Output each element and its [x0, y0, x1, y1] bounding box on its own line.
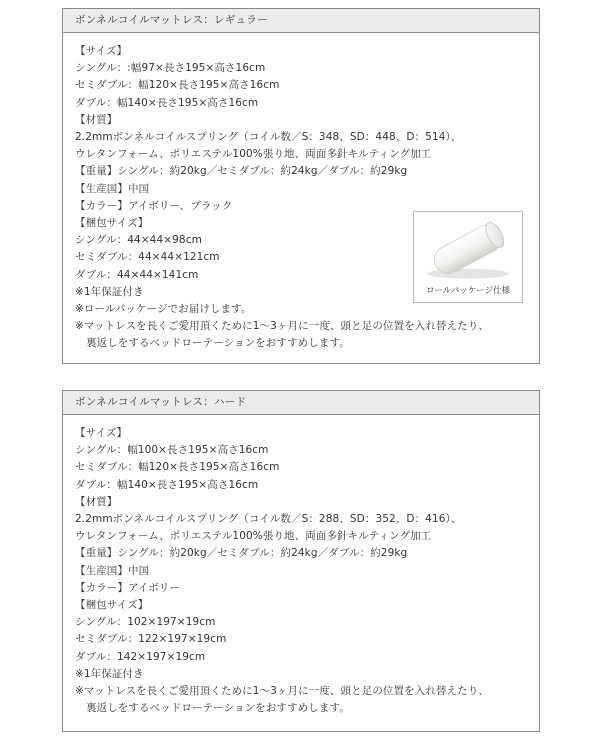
- spec-list: [63, 415, 539, 717]
- spec-line: 【サイズ】: [75, 427, 128, 439]
- spec-line: ※1年保証付き: [75, 285, 144, 298]
- spec-line: ダブル：142×197×19cm: [75, 650, 206, 663]
- spec-line: 【重量】シングル：約20kg／セミダブル：約24kg／ダブル：約29kg: [75, 165, 408, 178]
- spec-line: ダブル：幅140×長さ195×高さ16cm: [75, 478, 259, 491]
- spec-panel-regular: [62, 8, 540, 364]
- spec-line: 【カラー】アイボリー: [75, 581, 181, 594]
- spec-list: [63, 33, 539, 353]
- spec-line: ウレタンフォーム、ポリエステル100%張り地、両面多針キルティング加工: [75, 530, 432, 543]
- spec-line: 【梱包サイズ】: [75, 599, 149, 612]
- spec-line: セミダブル：幅120×長さ195×高さ16cm: [75, 79, 280, 92]
- spec-line: ※マットレスを長くご愛用頂くために1〜3ヶ月に一度、頭と足の位置を入れ替えたり、: [75, 320, 489, 333]
- spec-line: ウレタンフォーム、ポリエステル100%張り地、両面多針キルティング加工: [75, 148, 432, 161]
- spec-line: 裏返しをするベッドローテーションをおすすめします。: [86, 337, 350, 350]
- spec-line: 【重量】シングル：約20kg／セミダブル：約24kg／ダブル：約29kg: [75, 547, 408, 560]
- roll-package-image: [413, 211, 523, 303]
- spec-line: ※1年保証付き: [75, 667, 144, 680]
- spec-line: 2.2mmボンネルコイルスプリング（コイル数／S：288、SD：352、D：416）、: [75, 513, 462, 526]
- spec-line: セミダブル：122×197×19cm: [75, 633, 227, 646]
- spec-line: ※マットレスを長くご愛用頂くために1〜3ヶ月に一度、頭と足の位置を入れ替えたり、: [75, 685, 489, 698]
- spec-panel-hard: [62, 390, 540, 732]
- image-caption: ロールパッケージ仕様: [425, 286, 511, 296]
- spec-line: セミダブル：幅120×長さ195×高さ16cm: [75, 461, 280, 474]
- panel-title: ボンネルコイルマットレス：ハード: [63, 391, 539, 415]
- spec-line: シングル：幅100×長さ195×高さ16cm: [75, 444, 269, 457]
- spec-line: 【材質】: [75, 113, 118, 126]
- panel-title: ボンネルコイルマットレス：レギュラー: [63, 9, 539, 33]
- spec-line: シングル：:幅97×長さ195×高さ16cm: [75, 62, 266, 75]
- spec-line: 【サイズ】: [75, 45, 128, 57]
- spec-line: ※ロールパッケージでお届けします。: [75, 303, 252, 316]
- spec-line: 【カラー】アイボリー、ブラック: [75, 199, 233, 212]
- spec-line: 【生産国】中国: [75, 182, 150, 195]
- spec-line: 【生産国】中国: [75, 564, 150, 577]
- spec-line: 【梱包サイズ】: [75, 217, 149, 230]
- spec-line: 2.2mmボンネルコイルスプリング（コイル数／S：348、SD：448、D：514）、: [75, 131, 462, 144]
- spec-line: シングル：102×197×19cm: [75, 616, 216, 629]
- spec-line: セミダブル：44×44×121cm: [75, 251, 220, 264]
- spec-line: 裏返しをするベッドローテーションをおすすめします。: [86, 702, 350, 715]
- spec-line: 【材質】: [75, 495, 118, 508]
- spec-line: シングル：44×44×98cm: [75, 234, 202, 247]
- spec-line: ダブル：44×44×141cm: [75, 268, 199, 281]
- spec-line: ダブル：幅140×長さ195×高さ16cm: [75, 96, 259, 109]
